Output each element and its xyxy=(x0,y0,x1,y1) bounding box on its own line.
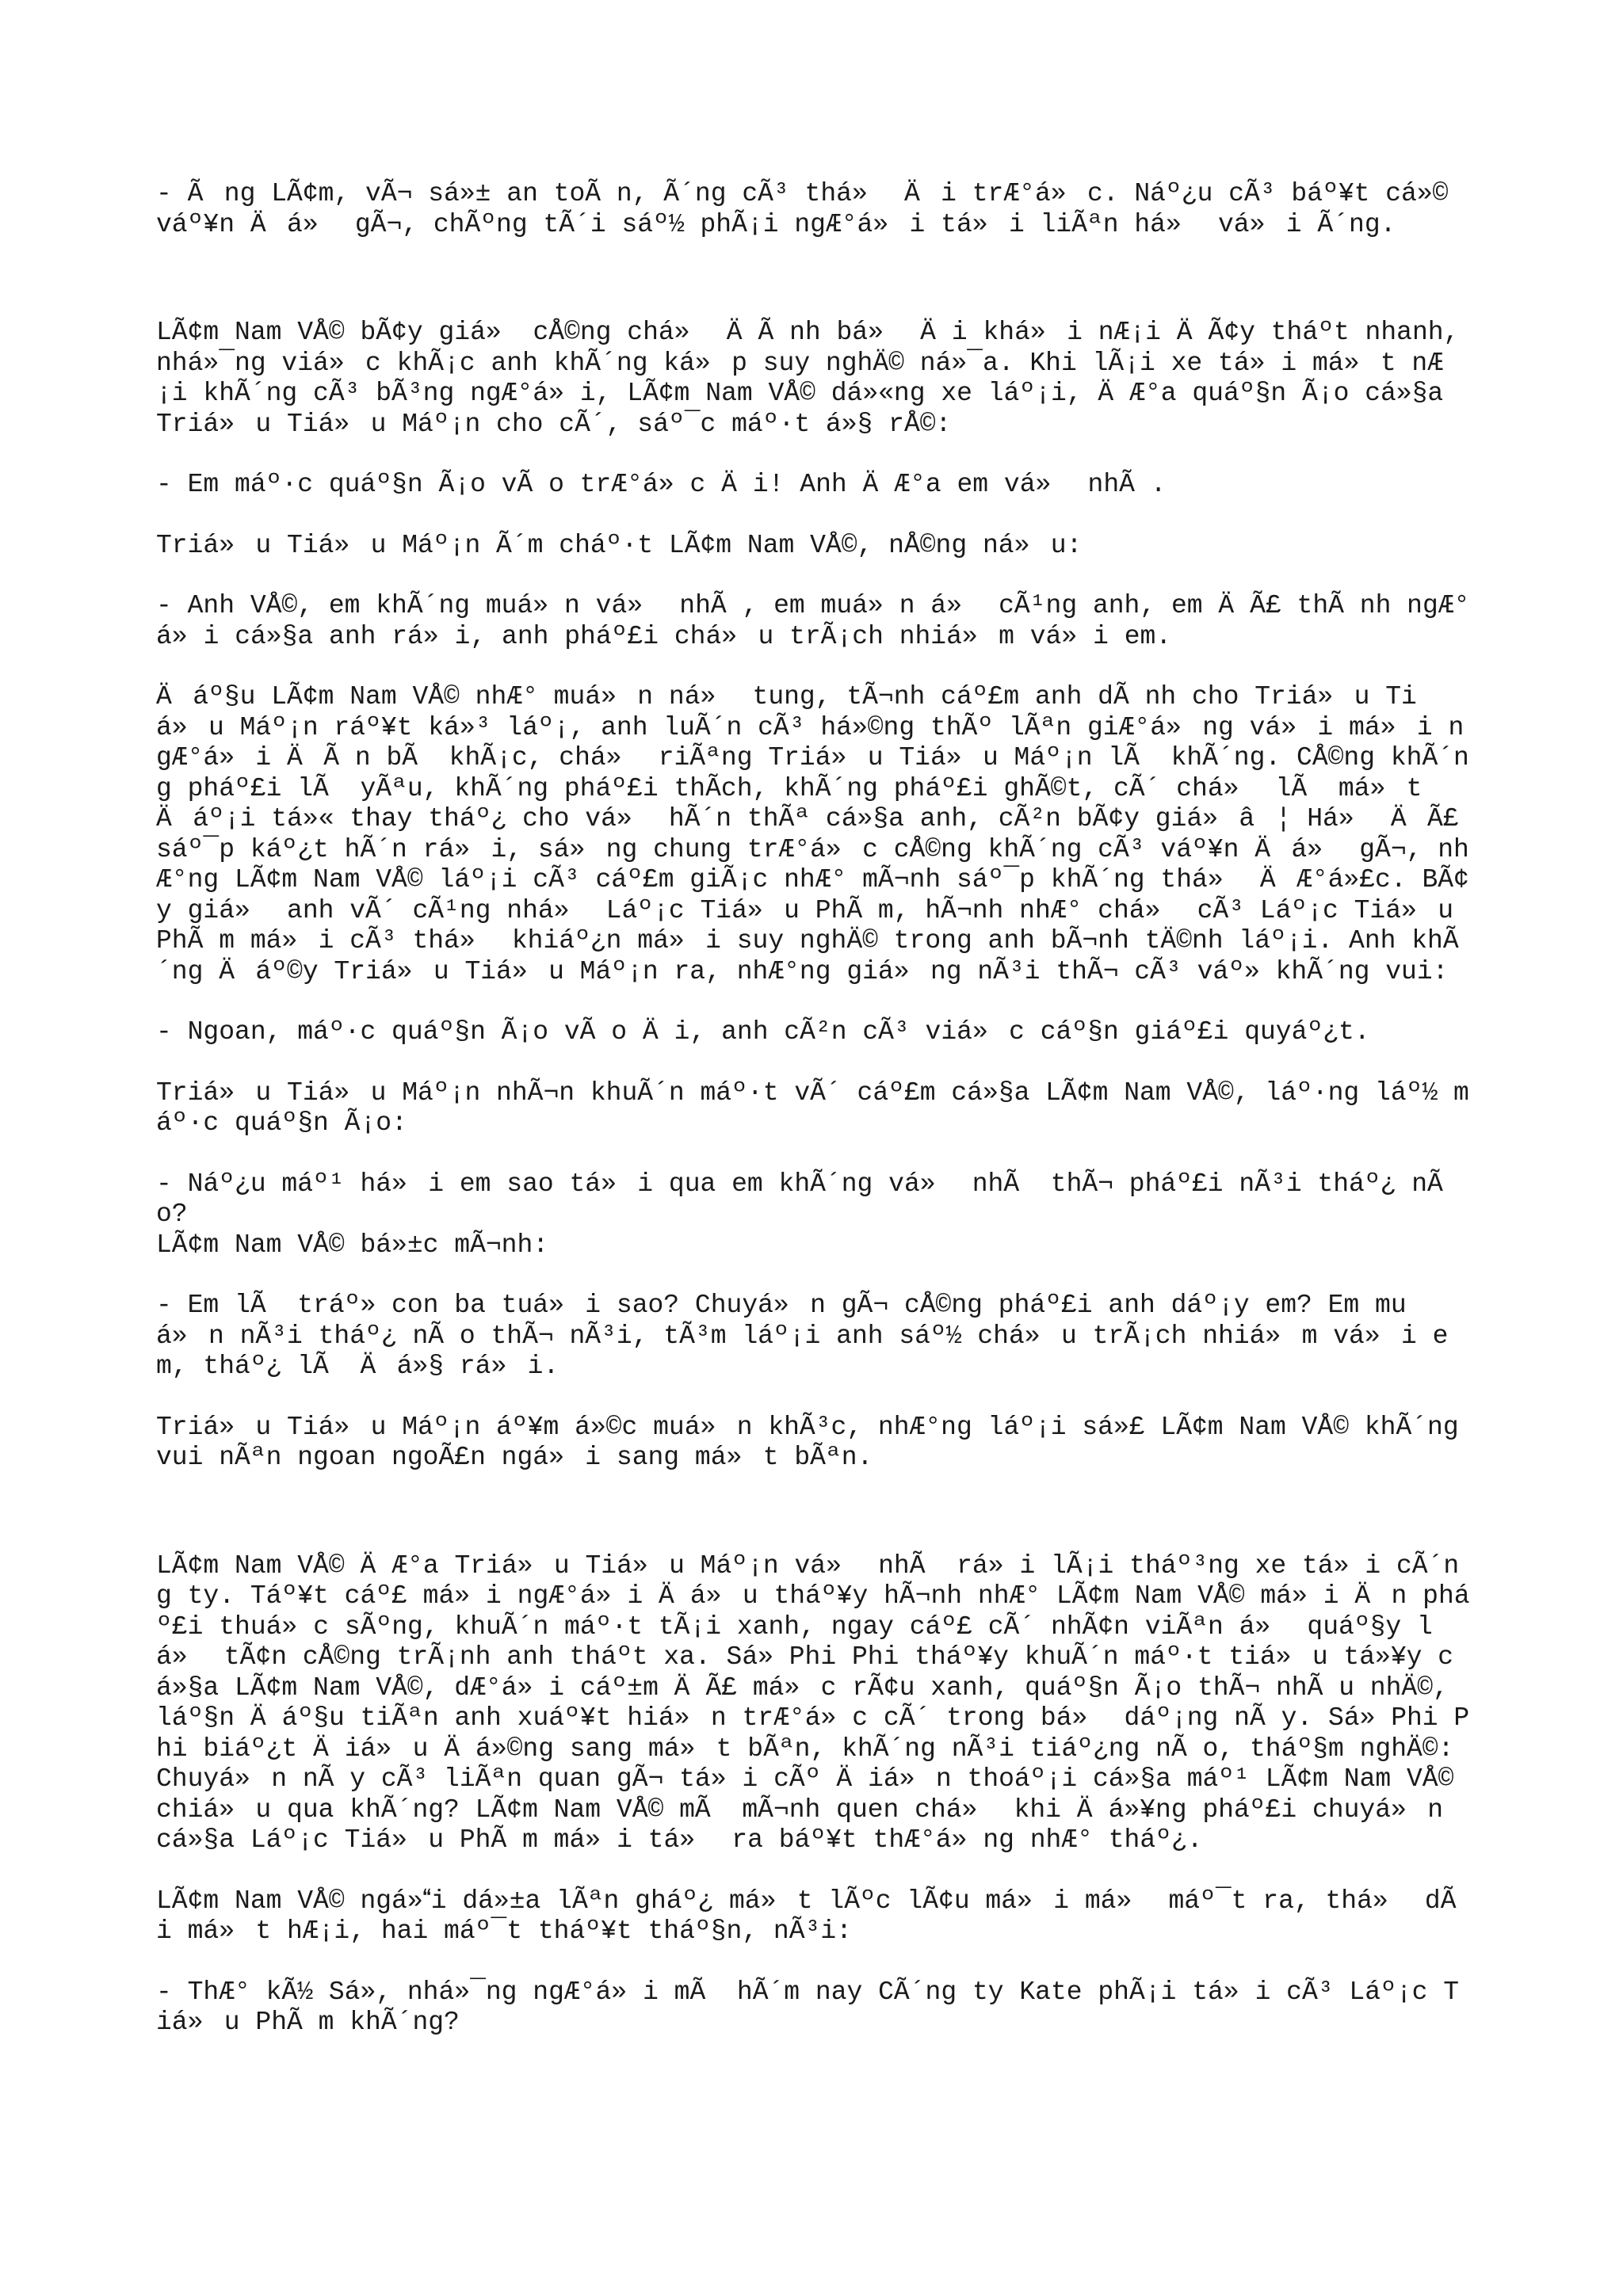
document-body xyxy=(156,179,1476,2069)
paragraph-8: Triá»u Tiá»u Máº¡n nhÃ¬n khuÃ´n máº·t vÃ´ cáº£m cá»§a LÃ¢m Nam VÅ©, láº·ng láº½ máº·c quáº§n Ã¡o: xyxy=(156,1077,1469,1138)
paragraph-10: - Em lÃ tráº» con ba tuá»i sao? Chuyá»n gÃ¬ cÅ©ng pháº£i anh dáº¡y em? Em muá»n nÃ³i tháº¿ nÃ o thÃ¬ nÃ³i, tÃ³m láº¡i anh sáº½ chá»u trÃ¡ch nhiá»m vá»i em, tháº¿ lÃ Äá»§ rá»i. xyxy=(156,1291,1449,1381)
paragraph-2: LÃ¢m Nam VÅ© bÃ¢y giá» cÅ©ng chá» ÄÃ nh bá» Äi khá»i nÆ¡i ÄÃ¢y tháºt nhanh, nhá»¯ng viá»c khÃ¡c anh khÃ´ng ká»p suy nghÄ© ná»¯a. Khi lÃ¡i xe tá»i má»t nÆ¡i khÃ´ng cÃ³ bÃ³ng ngÆ°á»i, LÃ¢m Nam VÅ© dá»«ng xe láº¡i, ÄÆ°a quáº§n Ã¡o cá»§a Triá»u Tiá»u Máº¡n cho cÃ´, sáº¯c máº·t á»§ rÅ©: xyxy=(156,318,1476,439)
paragraph-13: LÃ¢m Nam VÅ© ngá»i dá»±a lÃªn gháº¿ má»t lÃºc lÃ¢u má»i má» máº¯t ra, thá» dÃ i má»t hÆ¡i, hai máº¯t tháº¥t tháº§n, nÃ³i: xyxy=(156,1886,1472,1946)
paragraph-5: - Anh VÅ©, em khÃ´ng muá»n vá» nhÃ , em muá»n á» cÃ¹ng anh, em ÄÃ£ thÃ nh ngÆ°á»i cá»§a anh rá»i, anh pháº£i chá»u trÃ¡ch nhiá»m vá»i em. xyxy=(156,591,1470,651)
paragraph-6: Äáº§u LÃ¢m Nam VÅ© nhÆ° muá»n ná» tung, tÃ¬nh cáº£m anh dÃ nh cho Triá»u Tiá»u Máº¡n ráº¥t ká»³ láº¡, anh luÃ´n cÃ³ há»©ng thÃº lÃªn giÆ°á»ng vá»i má»i ngÆ°á»i ÄÃ n bÃ khÃ¡c, chá» riÃªng Triá»u Tiá»u Máº¡n lÃ khÃ´ng. CÅ©ng khÃ´ng pháº£i lÃ yÃªu, khÃ´ng pháº£i thÃch, khÃ´ng pháº£i ghÃ©t, cÃ´ chá» lÃ má»t Äáº¡i tá»« thay tháº¿ cho vá» hÃ´n thÃª cá»§a anh, cÃ²n bÃ¢y giá»â¦ Há» ÄÃ£ sáº¯p káº¿t hÃ´n rá»i, sá»ng chung trÆ°á»c cÅ©ng khÃ´ng cÃ³ váº¥n Äá» gÃ¬, nhÆ°ng LÃ¢m Nam VÅ© láº¡i cÃ³ cáº£m giÃ¡c nhÆ° mÃ¬nh sáº¯p khÃ´ng thá» ÄÆ°á»£c. BÃ¢y giá» anh vÃ´ cÃ¹ng nhá» Láº¡c Tiá»u PhÃ m, hÃ¬nh nhÆ° chá» cÃ³ Láº¡c Tiá»u PhÃ m má»i cÃ³ thá» khiáº¿n má»i suy nghÄ© trong anh bÃ¬nh tÄ©nh láº¡i. Anh khÃ´ng Äáº©y Triá»u Tiá»u Máº¡n ra, nhÆ°ng giá»ng nÃ³i thÃ¬ cÃ³ váº» khÃ´ng vui: xyxy=(156,682,1475,986)
paragraph-12: LÃ¢m Nam VÅ© ÄÆ°a Triá»u Tiá»u Máº¡n vá» nhÃ rá»i lÃ¡i tháº³ng xe tá»i cÃ´ng ty. Táº¥t cáº£ má»i ngÆ°á»i Äá»u tháº¥y hÃ¬nh nhÆ° LÃ¢m Nam VÅ© má»i Än pháº£i thuá»c sÃºng, khuÃ´n máº·t tÃ¡i xanh, ngay cáº£ cÃ´ nhÃ¢n viÃªn á» quáº§y lá» tÃ¢n cÅ©ng trÃ¡nh anh tháºt xa. Sá» Phi Phi tháº¥y khuÃ´n máº·t tiá»u tá»¥y cá»§a LÃ¢m Nam VÅ©, dÆ°á»i cáº±m ÄÃ£ má»c rÃ¢u xanh, quáº§n Ã¡o thÃ¬ nhÃ u nhÄ©, láº§n Äáº§u tiÃªn anh xuáº¥t hiá»n trÆ°á»c cÃ´ trong bá» dáº¡ng nÃ y. Sá» Phi Phi biáº¿t Äiá»u Äá»©ng sang má»t bÃªn, khÃ´ng nÃ³i tiáº¿ng nÃ o, tháº§m nghÄ©: Chuyá»n nÃ y cÃ³ liÃªn quan gÃ¬ tá»i cÃº Äiá»n thoáº¡i cá»§a máº¹ LÃ¢m Nam VÅ© chiá»u qua khÃ´ng? LÃ¢m Nam VÅ© mÃ mÃ¬nh quen chá» khi Äá»¥ng pháº£i chuyá»n cá»§a Láº¡c Tiá»u PhÃ m má»i tá» ra báº¥t thÆ°á»ng nhÆ° tháº¿. xyxy=(156,1550,1470,1855)
paragraph-7: - Ngoan, máº·c quáº§n Ã¡o vÃ o Äi, anh cÃ²n cÃ³ viá»c cáº§n giáº£i quyáº¿t. xyxy=(156,1017,1370,1047)
paragraph-4: Triá»u Tiá»u Máº¡n Ã´m cháº·t LÃ¢m Nam VÅ©, nÅ©ng ná»u: xyxy=(156,530,1083,560)
paragraph-3: - Em máº·c quáº§n Ã¡o vÃ o trÆ°á»c Äi! Anh ÄÆ°a em vá» nhÃ . xyxy=(156,470,1167,499)
paragraph-11: Triá»u Tiá»u Máº¡n áº¥m á»©c muá»n khÃ³c, nhÆ°ng láº¡i sá»£ LÃ¢m Nam VÅ© khÃ´ng vui nÃªn ngoan ngoÃ£n ngá»i sang má»t bÃªn. xyxy=(156,1412,1475,1472)
paragraph-gap xyxy=(156,270,1472,318)
paragraph-1: - Ãng LÃ¢m, vÃ¬ sá»± an toÃ n, Ã´ng cÃ³ thá» Äi trÆ°á»c. Náº¿u cÃ³ báº¥t cá»© váº¥n Äá» gÃ¬, chÃºng tÃ´i sáº½ phÃ¡i ngÆ°á»i tá»i liÃªn há» vá»i Ã´ng. xyxy=(156,179,1465,239)
paragraph-9: - Náº¿u máº¹ há»i em sao tá»i qua em khÃ´ng vá» nhÃ thÃ¬ pháº£i nÃ³i tháº¿ nÃ o? LÃ¢m Nam VÅ© bá»±c mÃ¬nh: xyxy=(156,1169,1443,1260)
paragraph-14: - ThÆ° kÃ½ Sá», nhá»¯ng ngÆ°á»i mÃ hÃ´m nay CÃ´ng ty Kate phÃ¡i tá»i cÃ³ Láº¡c Tiá»u PhÃ m khÃ´ng? xyxy=(156,1977,1460,2037)
paragraph-gap xyxy=(156,1504,1472,1551)
